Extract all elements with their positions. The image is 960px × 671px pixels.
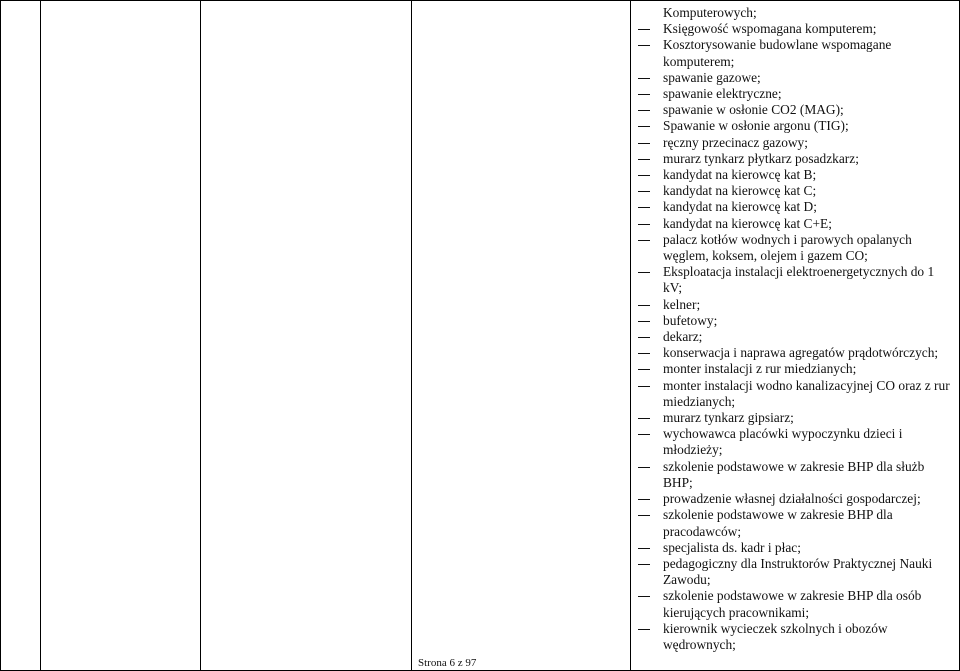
list-item (638, 459, 956, 491)
page-number: Strona 6 z 97 (418, 657, 477, 669)
dash-bullet-icon (638, 126, 650, 127)
list-item-text: Księgowość wspomagana komputerem; (663, 21, 877, 37)
list-item-text: szkolenie podstawowe w zakresie BHP dla osób kierujących pracownikami; (663, 588, 922, 620)
list-item (638, 183, 956, 199)
list-item-text: specjalista ds. kadr i płac; (663, 539, 801, 555)
table-column-divider-2 (200, 0, 201, 671)
list-item-text: kierownik wycieczek szkolnych i obozów wędrownych; (663, 620, 888, 652)
dash-bullet-icon (638, 240, 650, 241)
table-column-divider-3 (411, 0, 412, 671)
table-column-divider-4 (630, 0, 631, 671)
list-item (638, 264, 956, 296)
list-item (638, 426, 956, 458)
dash-bullet-icon (638, 369, 650, 370)
list-item-text: monter instalacji wodno kanalizacyjnej CO oraz z rur miedzianych; (663, 377, 950, 409)
dash-bullet-icon (638, 467, 650, 468)
dash-bullet-icon (638, 321, 650, 322)
list-item-text: palacz kotłów wodnych i parowych opalanych węglem, koksem, olejem i gazem CO; (663, 231, 912, 264)
dash-bullet-icon (638, 159, 650, 160)
dash-bullet-icon (638, 499, 650, 500)
list-item-text: kelner; (663, 296, 701, 312)
list-item-text: monter instalacji z rur miedzianych; (663, 361, 857, 377)
list-item-continuation (638, 5, 956, 21)
dash-bullet-icon (638, 515, 650, 516)
list-item (638, 507, 956, 539)
list-item (638, 199, 956, 215)
dash-bullet-icon (638, 224, 650, 225)
dash-bullet-icon (638, 353, 650, 354)
list-item (638, 151, 956, 167)
list-item-text: kandydat na kierowcę kat C+E; (663, 215, 832, 231)
dash-bullet-icon (638, 596, 650, 597)
list-item-text: murarz tynkarz płytkarz posadzkarz; (663, 150, 859, 166)
list-item-text: Spawanie w osłonie argonu (TIG); (663, 118, 849, 134)
list-item-text: szkolenie podstawowe w zakresie BHP dla służb BHP; (663, 458, 925, 490)
list-item (638, 540, 956, 556)
list-item (638, 86, 956, 102)
course-list (638, 21, 956, 653)
list-item (638, 556, 956, 588)
dash-bullet-icon (638, 78, 650, 79)
list-item (638, 378, 956, 410)
list-item (638, 21, 956, 37)
list-item (638, 313, 956, 329)
list-item (638, 491, 956, 507)
dash-bullet-icon (638, 110, 650, 111)
list-item-text: kandydat na kierowcę kat C; (663, 183, 817, 199)
list-item-text: ręczny przecinacz gazowy; (663, 134, 808, 150)
dash-bullet-icon (638, 272, 650, 273)
list-item-text: pedagogiczny dla Instruktorów Praktycznej Nauki Zawodu; (663, 555, 933, 588)
list-item (638, 167, 956, 183)
list-item-text: spawanie gazowe; (663, 69, 761, 85)
list-item (638, 232, 956, 264)
list-item (638, 216, 956, 232)
list-item-text: szkolenie podstawowe w zakresie BHP dla pracodawców; (663, 507, 893, 539)
list-item-text: kandydat na kierowcę kat B; (663, 167, 817, 183)
dash-bullet-icon (638, 548, 650, 549)
table-border-top (0, 0, 960, 1)
list-item-text: spawanie w osłonie CO2 (MAG); (663, 102, 844, 118)
dash-bullet-icon (638, 337, 650, 338)
list-item-text: prowadzenie własnej działalności gospodarczej; (663, 491, 921, 507)
dash-bullet-icon (638, 386, 650, 387)
list-item (638, 329, 956, 345)
list-item-text: bufetowy; (663, 312, 718, 328)
list-item-text: kandydat na kierowcę kat D; (663, 199, 817, 215)
list-item (638, 135, 956, 151)
list-item (638, 37, 956, 69)
list-item-text: dekarz; (663, 329, 703, 345)
list-item-text: konserwacja i naprawa agregatów prądotwórczych; (663, 345, 939, 361)
list-item (638, 621, 956, 653)
list-item-text: murarz tynkarz gipsiarz; (663, 410, 794, 426)
table-border-left (0, 0, 1, 671)
list-item-text: spawanie elektryczne; (663, 86, 782, 102)
dash-bullet-icon (638, 175, 650, 176)
list-item (638, 345, 956, 361)
dash-bullet-icon (638, 418, 650, 419)
dash-bullet-icon (638, 434, 650, 435)
course-list-cell (638, 5, 956, 653)
dash-bullet-icon (638, 45, 650, 46)
list-item (638, 102, 956, 118)
list-item-text: Komputerowych; (663, 5, 757, 20)
dash-bullet-icon (638, 191, 650, 192)
list-item (638, 118, 956, 134)
dash-bullet-icon (638, 305, 650, 306)
list-item (638, 410, 956, 426)
list-item-text: wychowawca placówki wypoczynku dzieci i młodzieży; (663, 426, 903, 458)
list-item (638, 588, 956, 620)
dash-bullet-icon (638, 94, 650, 95)
dash-bullet-icon (638, 207, 650, 208)
dash-bullet-icon (638, 564, 650, 565)
list-item (638, 361, 956, 377)
dash-bullet-icon (638, 629, 650, 630)
dash-bullet-icon (638, 143, 650, 144)
dash-bullet-icon (638, 29, 650, 30)
list-item-text: Eksploatacja instalacji elektroenergetycznych do 1 kV; (663, 264, 935, 296)
list-item (638, 297, 956, 313)
list-item-text: Kosztorysowanie budowlane wspomagane komputerem; (663, 37, 892, 69)
list-item (638, 70, 956, 86)
table-column-divider-1 (40, 0, 41, 671)
